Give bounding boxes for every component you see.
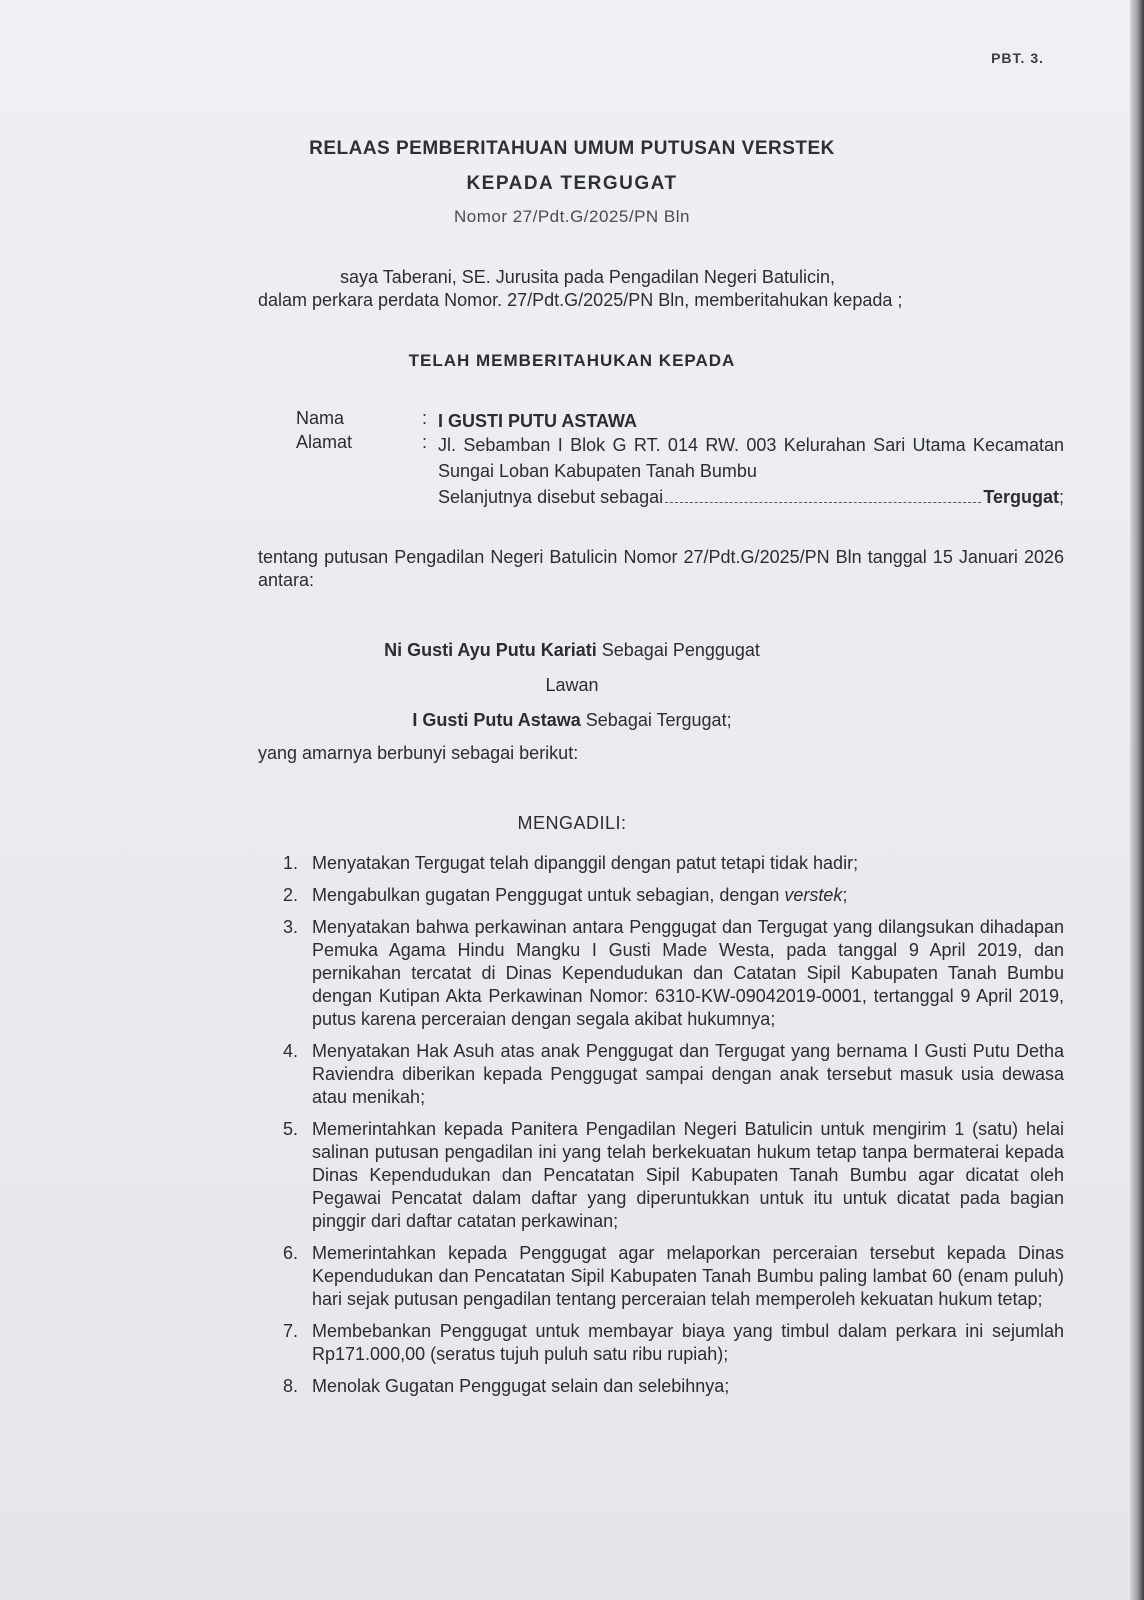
plaintiff-line <box>0 640 1144 661</box>
colon: : <box>422 408 428 428</box>
address-label: Alamat <box>296 432 353 452</box>
document-title: RELAAS PEMBERITAHUAN UMUM PUTUSAN VERSTEK <box>309 138 835 159</box>
list-item: 2. Mengabulkan gugatan Penggugat untuk sebagian, dengan verstek; <box>282 885 848 905</box>
plaintiff-role: Sebagai Penggugat <box>596 640 760 660</box>
document-code: PBT. 3. <box>991 50 1044 66</box>
colon: : <box>422 432 428 452</box>
list-item: 7. Membebankan Penggugat untuk membayar biaya yang timbul dalam perkara ini sejumlah Rp171.000,00 (seratus tujuh puluh satu ribu rupiah); <box>282 1321 1064 1364</box>
name-label: Nama <box>296 408 345 428</box>
ruling-intro: yang amarnya berbunyi sebagai berikut: <box>258 743 579 763</box>
plaintiff-name: Ni Gusti Ayu Putu Kariati <box>384 640 597 660</box>
address-value: Jl. Sebamban I Blok G RT. 014 RW. 003 Kelurahan Sari Utama Kecamatan Sungai Loban Kabupaten Tanah Bumbu Selanjutnya disebut sebagai Tergugat ; <box>438 432 1064 510</box>
defendant-name: I Gusti Putu Astawa <box>412 710 581 730</box>
list-item: 1. Menyatakan Tergugat telah dipanggil dengan patut tetapi tidak hadir; <box>282 853 859 873</box>
paper-edge-shadow <box>1130 0 1144 1600</box>
ruling-list <box>268 852 1064 1407</box>
case-number: Nomor 27/Pdt.G/2025/PN Bln <box>453 207 690 226</box>
notified-heading: TELAH MEMBERITAHUKAN KEPADA <box>408 351 736 370</box>
role-label: Tergugat <box>983 487 1059 507</box>
intro-line-rest: dalam perkara perdata Nomor. 27/Pdt.G/2025/PN Bln, memberitahukan kepada ; <box>258 290 903 310</box>
referred-as-text: Selanjutnya disebut sebagai <box>438 487 664 507</box>
list-item: 4. Menyatakan Hak Asuh atas anak Penggugat dan Tergugat yang bernama I Gusti Putu Detha Raviendra diberikan kepada Penggugat sampai dengan anak tersebut masuk usia dewasa atau menikah; <box>282 1041 1064 1107</box>
list-item: 6. Memerintahkan kepada Penggugat agar melaporkan perceraian tersebut kepada Dinas Kependudukan dan Pencatatan Sipil Kabupaten Tanah Bumbu paling lambat 60 (enam puluh) hari sejak putusan pengadilan tentang perceraian telah memperoleh kekuatan hukum tetap; <box>282 1243 1064 1309</box>
dotted-leader <box>665 484 981 503</box>
list-item: 8. Menolak Gugatan Penggugat selain dan selebihnya; <box>282 1376 730 1396</box>
intro-line-1: saya Taberani, SE. Jurusita pada Pengadilan Negeri Batulicin, <box>340 267 835 287</box>
decision-paragraph: tentang putusan Pengadilan Negeri Batulicin Nomor 27/Pdt.G/2025/PN Bln tanggal 15 Januari 2026 antara: <box>258 547 1064 590</box>
defendant-role: Sebagai Tergugat; <box>580 710 732 730</box>
versus-line: Lawan <box>545 675 599 695</box>
list-item: 5. Memerintahkan kepada Panitera Pengadilan Negeri Batulicin untuk mengirim 1 (satu) helai salinan putusan pengadilan ini yang telah berkekuatan hukum tetap tanpa bermaterai kepada Dinas Kependudukan dan Pencatatan Sipil Kabupaten Tanah Bumbu agar dicatat oleh Pegawai Pencatat dalam daftar yang diperuntukkan untuk itu untuk dicatat pada bagian pinggir dari daftar catatan perkawinan; <box>282 1119 1064 1231</box>
defendant-line <box>0 710 1144 731</box>
list-item: 3. Menyatakan bahwa perkawinan antara Penggugat dan Tergugat yang dilangsukan dihadapan Pemuka Agama Hindu Mangku I Gusti Made Westa, pada tanggal 9 April 2019, dan pernikahan tercatat di Dinas Kependudukan dan Catatan Sipil Kabupaten Tanah Bumbu dengan Kutipan Akta Perkawinan Nomor: 6310-KW-09042019-0001, tertanggal 9 April 2019, putus karena perceraian dengan segala akibat hukumnya; <box>282 917 1064 1029</box>
name-value: I GUSTI PUTU ASTAWA <box>438 411 638 431</box>
referred-as-line <box>438 484 1064 510</box>
ruling-heading: MENGADILI: <box>517 813 627 833</box>
document-subtitle: KEPADA TERGUGAT <box>466 173 678 194</box>
intro-paragraph <box>258 266 1064 312</box>
role-suffix: ; <box>1058 487 1064 507</box>
